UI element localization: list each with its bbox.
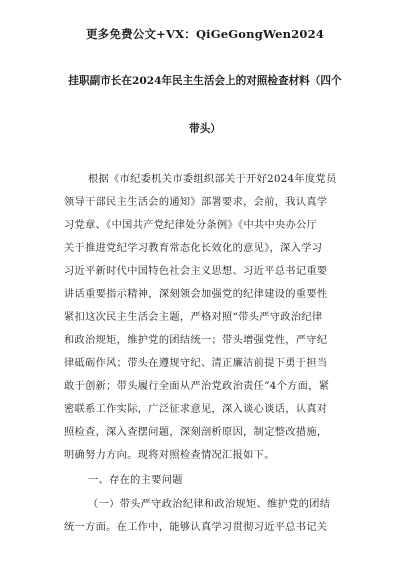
paragraph-line: 习近平新时代中国特色社会主义思想、习近平总书记重要 [64,266,328,277]
paragraph-line: 敢于创新；带头履行全面从严治党政治责任”4个方面，紧 [64,381,330,392]
paragraph-line: 习党章、《中国共产党纪律处分条例》《中共中央办公厅 [64,220,318,231]
paragraph-line: 关于推进党纪学习教育常态化长效化的意见》，深入学习 [64,243,323,254]
paragraph-line: 明确努力方向。现将对照检查情况汇报如下。 [64,450,275,461]
watermark-header: 更多免费公文+VX：QiGeGongWen2024 [85,27,325,41]
paragraph-line: 照检查，深入查摆问题，深刻剖析原因，制定整改措施， [64,427,328,438]
document-title-line-1: 挂职副市长在2024年民主生活会上的对照检查材料（四个 [68,75,342,87]
paragraph-line: 律砥砺作风；带头在遵规守纪、清正廉洁前提下勇于担当 [64,358,328,369]
section-heading: 一、存在的主要问题 [88,475,183,486]
paragraph-line: 和政治规矩，维护党的团结统一；带头增强党性，严守纪 [64,335,328,346]
paragraph-line: 密联系工作实际，广泛征求意见，深入谈心谈话，认真对 [64,404,328,415]
paragraph-line: 紧扣这次民主生活会主题，严格对照“带头严守政治纪律 [64,312,323,323]
subsection-line: 统一方面。在工作中，能够认真学习贯彻习近平总书记关 [64,522,328,533]
subsection-line: （一）带头严守政治纪律和政治规矩、维护党的团结 [88,499,331,510]
document-title-line-2: 带头） [189,123,221,135]
paragraph-line: 根据《市纪委机关市委组织部关于开好2024年度党员 [88,174,337,185]
paragraph-line: 领导干部民主生活会的通知》部署要求，会前，我认真学 [64,197,328,208]
paragraph-line: 讲话重要指示精神，深刻领会加强党的纪律建设的重要性 [64,289,328,300]
